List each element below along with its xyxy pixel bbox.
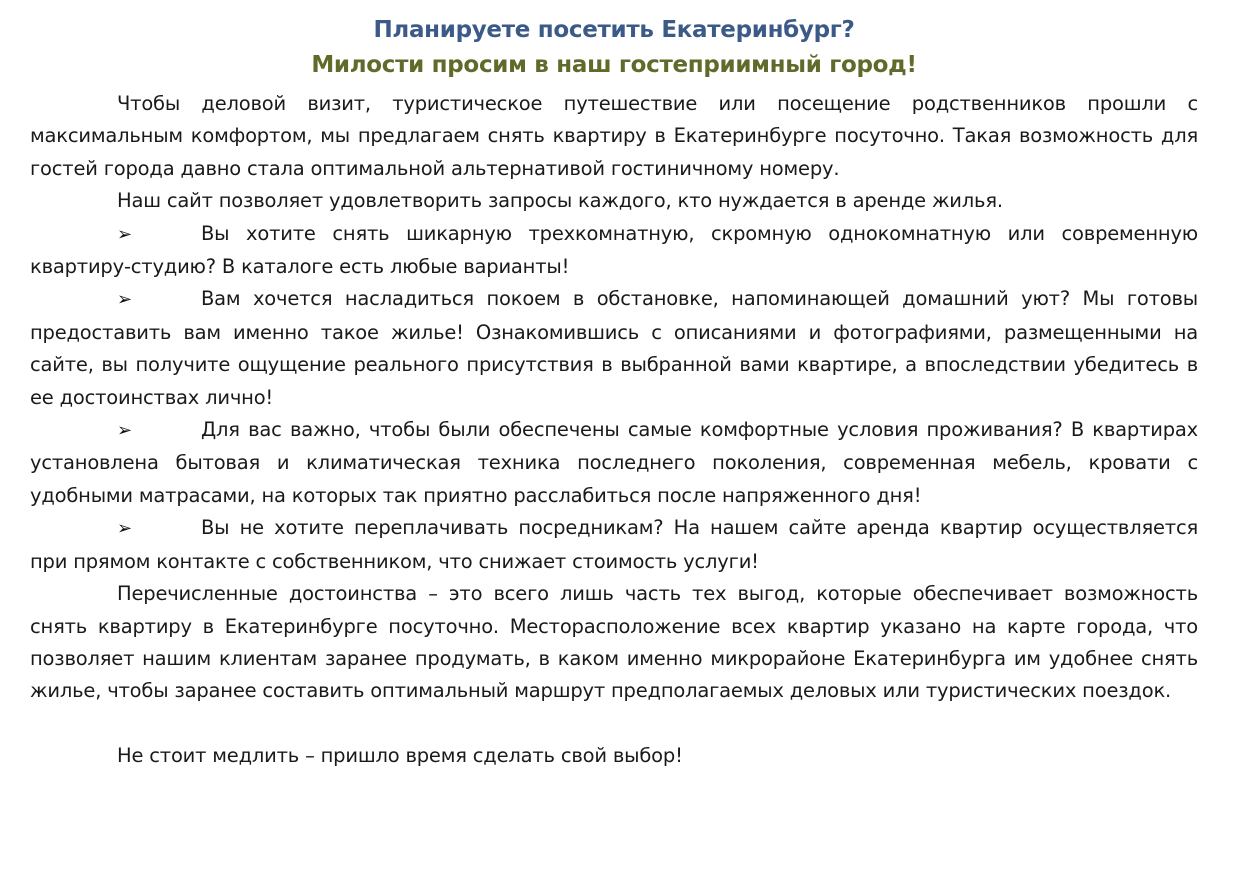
site-paragraph: Наш сайт позволяет удовлетворить запросы каждого, кто нуждается в аренде жилья. bbox=[117, 189, 1003, 213]
arrow-bullet-icon: ➢ bbox=[117, 289, 132, 311]
document-page bbox=[30, 10, 1198, 772]
arrow-bullet-icon: ➢ bbox=[117, 223, 132, 245]
bullet-text: Вы не хотите переплачивать посредникам? На нашем сайте аренда квартир осуществляется при прямом контакте с собственником, что снижает стоимость услуги! bbox=[30, 516, 1198, 573]
bullet-text: Вы хотите снять шикарную трехкомнатную, скромную однокомнатную или современную квартиру-студию? В каталоге есть любые варианты! bbox=[30, 221, 1198, 279]
summary-paragraph: Перечисленные достоинства – это всего лишь часть тех выгод, которые обеспечивает возможность снять квартиру в Екатеринбурге посуточно. Месторасположение всех квартир указано на карте города, что позволяет нашим клиентам заранее продумать, в каком именно микрорайоне Екатеринбурга им удобнее снять жилье, чтобы заранее составить оптимальный маршрут предполагаемых деловых или туристических поездок. bbox=[30, 582, 1198, 703]
arrow-bullet-icon: ➢ bbox=[117, 518, 132, 540]
bullet-item bbox=[30, 283, 1198, 414]
bullet-item bbox=[30, 414, 1198, 512]
arrow-bullet-icon: ➢ bbox=[117, 420, 132, 442]
bullet-text: Для вас важно, чтобы были обеспечены самые комфортные условия проживания? В квартирах установлена бытовая и климатическая техника последнего поколения, современная мебель, кровати с удобными матрасами, на которых так приятно расслабиться после напряженного дня! bbox=[30, 418, 1198, 507]
bullet-item bbox=[30, 218, 1198, 284]
page-subtitle: Милости просим в наш гостеприимный город! bbox=[311, 52, 917, 78]
bullet-text: Вам хочется насладиться покоем в обстановке, напоминающей домашний уют? Мы готовы предоставить вам именно такое жилье! Ознакомившись с описаниями и фотографиями, размещенными на сайте, вы получите ощущение реального присутствия в выбранной вами квартире, а впоследствии убедитесь в ее достоинствах лично! bbox=[30, 287, 1198, 409]
closing-paragraph: Не стоит медлить – пришло время сделать свой выбор! bbox=[117, 743, 683, 767]
page-title: Планируете посетить Екатеринбург? bbox=[373, 17, 855, 43]
blank-line bbox=[30, 708, 1198, 740]
bullet-item bbox=[30, 512, 1198, 578]
intro-paragraph: Чтобы деловой визит, туристическое путешествие или посещение родственников прошли с максимальным комфортом, мы предлагаем снять квартиру в Екатеринбурге посуточно. Такая возможность для гостей города давно стала оптимальной альтернативой гостиничному номеру. bbox=[30, 92, 1198, 180]
